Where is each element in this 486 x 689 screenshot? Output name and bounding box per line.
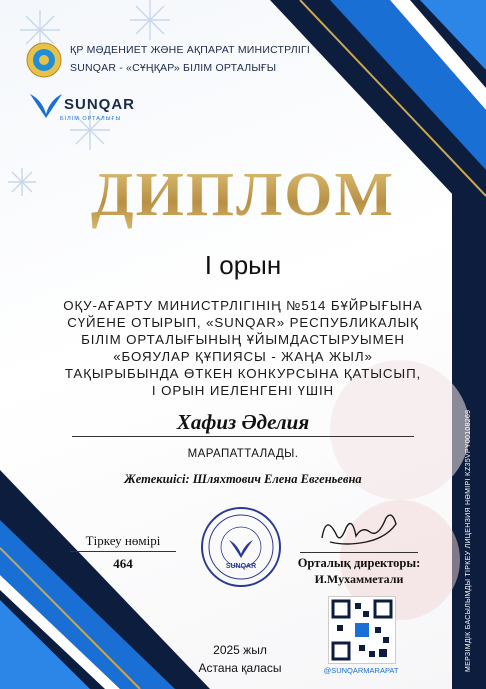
body-line: ТАҚЫРЫБЫНДА ӨТКЕН КОНКУРСЫНА ҚАТЫСЫП, (64, 366, 422, 381)
registration-number: 464 (113, 556, 133, 571)
body-line: БІЛІМ ОРТАЛЫҒЫНЫҢ ҰЙЫМДАСТЫРУЫМЕН (81, 332, 405, 347)
logo-tagline: БІЛІМ ОРТАЛЫҒЫ (60, 116, 122, 122)
director-signature (316, 508, 406, 552)
registration-divider (70, 551, 176, 552)
side-license-wrap (463, 372, 475, 672)
qr-code[interactable] (328, 596, 396, 664)
stamp-seal-icon (200, 506, 282, 588)
body-line: ОҚУ-АҒАРТУ МИНИСТРЛІГІНІҢ №514 БҰЙРЫҒЫНА (63, 298, 423, 313)
name-underline (72, 436, 414, 437)
stamp-text: SUNQAR (225, 563, 257, 570)
falcon-icon (28, 90, 64, 120)
side-license-text: МЕРЗІМДІК БАСЫЛЫМДЫ ТІРКЕУ ЛИЦЕНЗИЯ НӨМІРІ KZ35VPY00108269 (465, 409, 472, 672)
signature-line (300, 552, 418, 553)
director-name: И.Мухамметали (314, 572, 404, 586)
body-line: СҮЙЕНЕ ОТЫРЫП, «SUNQAR» РЕСПУБЛИКАЛЫҚ (67, 315, 419, 330)
recipient-name: Хафиз Әделия (176, 410, 310, 434)
awarded-label: МАРАПАТТАЛАДЫ. (187, 448, 299, 460)
body-line: I ОРЫН ИЕЛЕНГЕНІ ҮШІН (151, 383, 335, 398)
body-line: «БОЯУЛАР ҚҰПИЯСЫ - ЖАҢА ЖЫЛ» (113, 349, 373, 364)
registration-label: Тіркеу нөмірі (85, 533, 161, 548)
kazakhstan-emblem-icon (26, 42, 62, 78)
place-label: I орын (204, 250, 282, 280)
qr-code-icon (329, 597, 395, 663)
center-heading: SUNQAR - «СҰҢҚАР» БІЛІМ ОРТАЛЫҒЫ (70, 62, 277, 74)
snowflake-icon (130, 0, 170, 40)
director-label: Орталық директоры: (297, 556, 421, 570)
diploma-title: ДИПЛОМ (0, 160, 486, 231)
footer-city: Астана қаласы (198, 661, 282, 675)
teacher-line: Жетекшісі: Шляхтович Елена Евгеньевна (124, 472, 362, 486)
logo-name: SUNQAR (64, 96, 136, 113)
footer-year: 2025 жыл (213, 643, 267, 657)
social-handle[interactable]: @SUNQARMARAPAT (323, 666, 399, 675)
ministry-heading: ҚР МӘДЕНИЕТ ЖӘНЕ АҚПАРАТ МИНИСТРЛІГІ (70, 44, 310, 56)
